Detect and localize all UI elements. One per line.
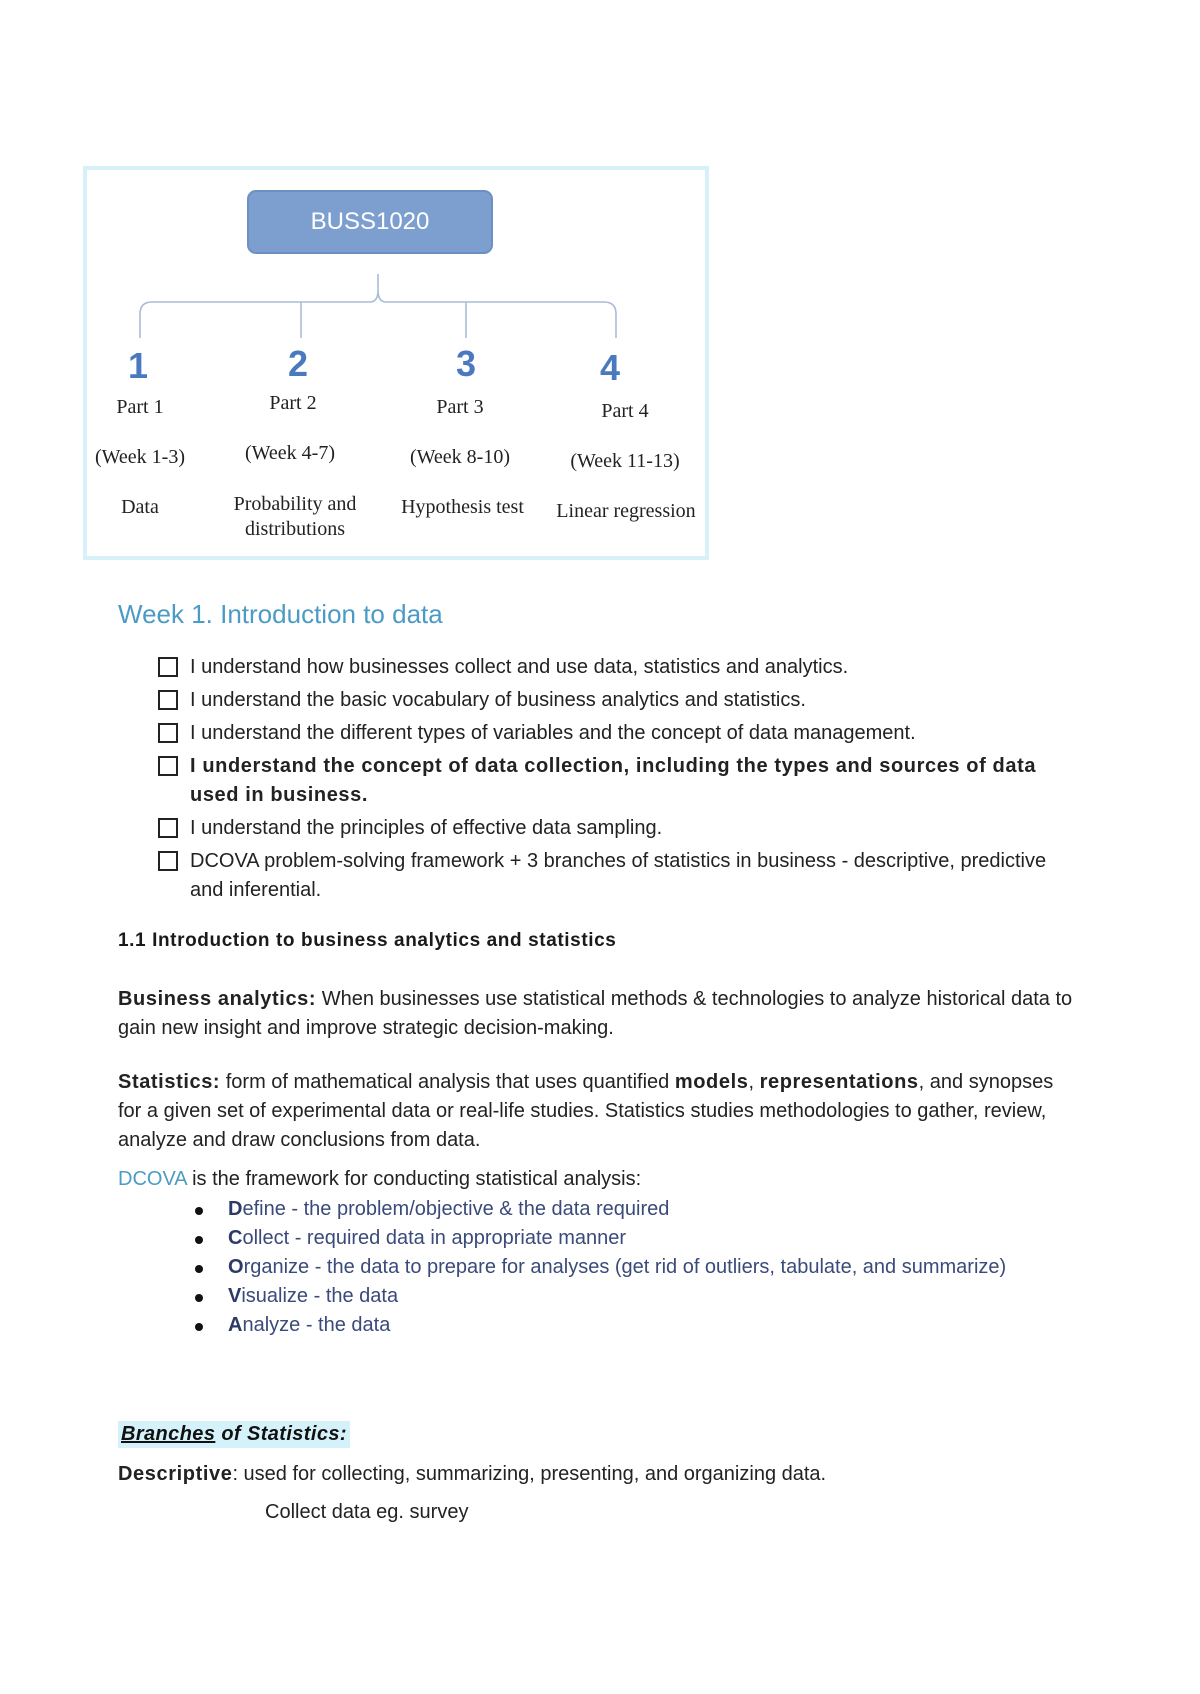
checkbox-icon[interactable]: [158, 723, 178, 743]
part-topic-1: Data: [121, 496, 159, 518]
dcova-intro: DCOVA is the framework for conducting statistical analysis:: [118, 1168, 642, 1190]
week-title: Week 1. Introduction to data: [118, 599, 443, 629]
descriptive-paragraph: Descriptive: used for collecting, summarizing, presenting, and organizing data.: [118, 1463, 827, 1485]
bullet-icon: [195, 1265, 203, 1273]
bullet-icon: [195, 1294, 203, 1302]
part-weeks-4: (Week 11-13): [570, 450, 680, 472]
checkbox-icon[interactable]: [158, 851, 178, 871]
part-number-2: 2: [287, 343, 309, 384]
part-topic-2: Probability and distributions: [233, 493, 357, 540]
descriptive-example: Collect data eg. survey: [265, 1501, 469, 1523]
dcova-item: Organize - the data to prepare for analyses (get rid of outliers, tabulate, and summarize): [195, 1253, 1015, 1282]
part-weeks-1: (Week 1-3): [94, 446, 185, 468]
checkbox-icon[interactable]: [158, 756, 178, 776]
part-topic-4: Linear regression: [556, 500, 696, 522]
section-heading: 1.1 Introduction to business analytics and statistics: [118, 930, 617, 951]
dcova-item: Visualize - the data: [195, 1282, 1015, 1311]
descriptive-term: Descriptive: [118, 1463, 233, 1485]
checkbox-icon[interactable]: [158, 657, 178, 677]
statistics-paragraph: Statistics: form of mathematical analysis that uses quantified models, representations, and synopses for a given set of experimental data or real-life studies. Statistics studies methodologies to gather, review, analyze and draw conclusions from data.: [118, 1071, 1054, 1151]
part-name-1: Part 1: [116, 396, 164, 418]
learning-checklist: [158, 653, 1058, 909]
checklist-item: DCOVA problem-solving framework + 3 branches of statistics in business - descriptive, predictive and inferential.: [158, 847, 1058, 905]
bullet-icon: [195, 1207, 203, 1215]
part-name-4: Part 4: [601, 400, 649, 422]
part-weeks-2: (Week 4-7): [244, 442, 335, 464]
part-name-3: Part 3: [436, 396, 484, 418]
bracket-line: [140, 274, 616, 338]
part-number-3: 3: [455, 343, 477, 384]
dcova-item: Collect - required data in appropriate manner: [195, 1224, 1015, 1253]
dcova-term: DCOVA: [118, 1168, 187, 1190]
part-number-4: 4: [599, 347, 621, 388]
checklist-item: I understand the basic vocabulary of business analytics and statistics.: [158, 686, 1058, 715]
checkbox-icon[interactable]: [158, 690, 178, 710]
part-topic-3: Hypothesis test: [401, 496, 524, 518]
checkbox-icon[interactable]: [158, 818, 178, 838]
bullet-icon: [195, 1236, 203, 1244]
statistics-term: Statistics:: [118, 1071, 221, 1093]
dcova-item: Define - the problem/objective & the data required: [195, 1195, 1015, 1224]
course-code-label: BUSS1020: [310, 208, 430, 235]
checklist-item: I understand how businesses collect and use data, statistics and analytics.: [158, 653, 1058, 682]
part-number-1: 1: [127, 345, 149, 386]
dcova-item: Analyze - the data: [195, 1311, 1015, 1340]
business-analytics-paragraph: Business analytics: When businesses use statistical methods & technologies to analyze historical data to gain new insight and improve strategic decision-making.: [118, 988, 1073, 1039]
checklist-item: I understand the principles of effective data sampling.: [158, 814, 1058, 843]
branches-heading: Branches of Statistics:: [118, 1421, 350, 1448]
part-name-2: Part 2: [269, 392, 317, 414]
bullet-icon: [195, 1323, 203, 1331]
part-weeks-3: (Week 8-10): [409, 446, 510, 468]
business-analytics-term: Business analytics:: [118, 988, 317, 1010]
dcova-list: [195, 1195, 1015, 1340]
checklist-item: I understand the concept of data collection, including the types and sources of data used in business.: [158, 752, 1058, 810]
checklist-item: I understand the different types of variables and the concept of data management.: [158, 719, 1058, 748]
